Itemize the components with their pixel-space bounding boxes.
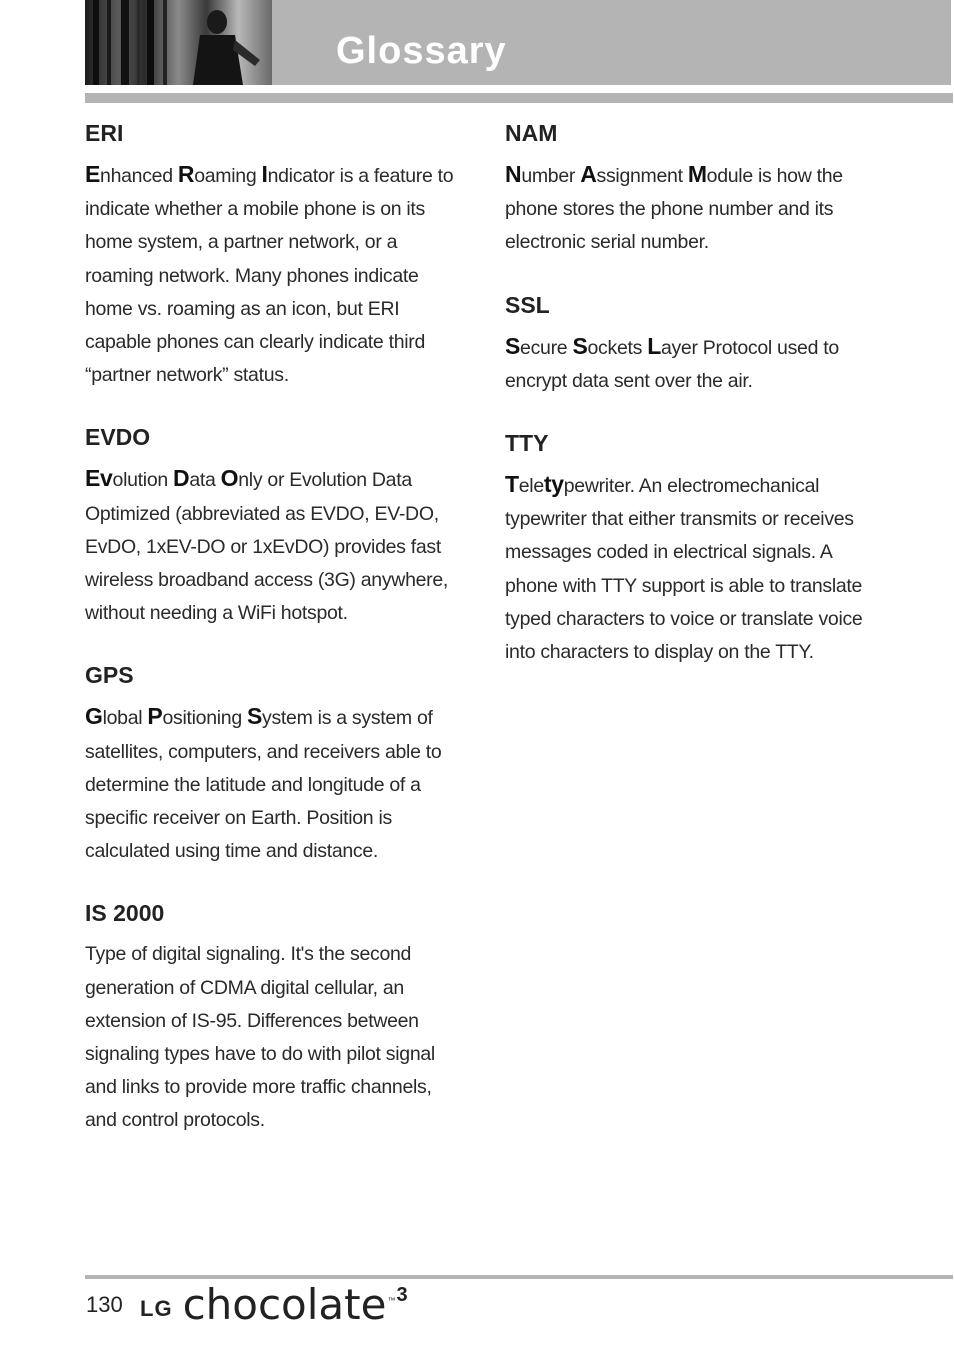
glossary-definition: Evolution Data Only or Evolution Data Optimized (abbreviated as EVDO, EV-DO, EvDO, 1xEV-DO or 1xEvDO) provides fast wireless broadband access (3G) anywhere, without needing a WiFi hotspot. xyxy=(85,465,449,625)
brand-prefix: LG xyxy=(140,1296,173,1321)
page-title: Glossary xyxy=(336,30,507,72)
page-number: 130 xyxy=(86,1292,123,1317)
glossary-term: IS 2000 xyxy=(85,900,165,927)
glossary-column-left xyxy=(85,115,455,1165)
glossary-entry-is2000 xyxy=(85,895,455,1137)
glossary-column-right xyxy=(505,115,875,696)
glossary-entry-ssl xyxy=(505,287,875,398)
glossary-term: NAM xyxy=(505,120,558,146)
brand-trademark: ™ xyxy=(387,1296,396,1305)
brand-name: chocolate xyxy=(182,1280,387,1329)
header-divider xyxy=(85,93,953,103)
footer-divider xyxy=(85,1275,953,1279)
brand-logo xyxy=(140,1280,408,1329)
header-photo xyxy=(85,0,272,85)
glossary-definition: Enhanced Roaming Indicator is a feature to indicate whether a mobile phone is on its home system, a partner network, or a roaming network. Many phones indicate home vs. roaming as an icon, but ERI capable phones can clearly indicate third “partner network” status. xyxy=(85,161,454,387)
glossary-definition: Type of digital signaling. It's the second generation of CDMA digital cellular, an extension of IS-95. Differences between signaling types have to do with pilot signal and links to provide more traffic channels, and control protocols. xyxy=(85,943,435,1132)
glossary-entry-gps xyxy=(85,657,455,868)
brand-suffix: 3 xyxy=(396,1284,408,1306)
glossary-term: GPS xyxy=(85,662,134,689)
glossary-entry-nam xyxy=(505,115,875,260)
glossary-entry-eri xyxy=(85,115,455,392)
glossary-definition: Secure Sockets Layer Protocol used to encrypt data sent over the air. xyxy=(505,332,839,392)
glossary-term: ERI xyxy=(85,120,124,146)
glossary-definition: Number Assignment Module is how the phone stores the phone number and its electronic serial number. xyxy=(505,161,843,254)
glossary-term: SSL xyxy=(505,291,550,318)
glossary-definition: Global Positioning System is a system of satellites, computers, and receivers able to determine the latitude and longitude of a specific receiver on Earth. Position is calculated using time and distance. xyxy=(85,703,442,863)
glossary-term: EVDO xyxy=(85,424,151,451)
glossary-entry-evdo xyxy=(85,419,455,630)
glossary-term: TTY xyxy=(505,430,549,457)
glossary-definition: Teletypewriter. An electromechanical typewriter that either transmits or receives messages coded in electrical signals. A phone with TTY support is able to translate typed characters to voice or translate voice into characters to display on the TTY. xyxy=(505,471,863,664)
glossary-entry-tty xyxy=(505,425,875,669)
